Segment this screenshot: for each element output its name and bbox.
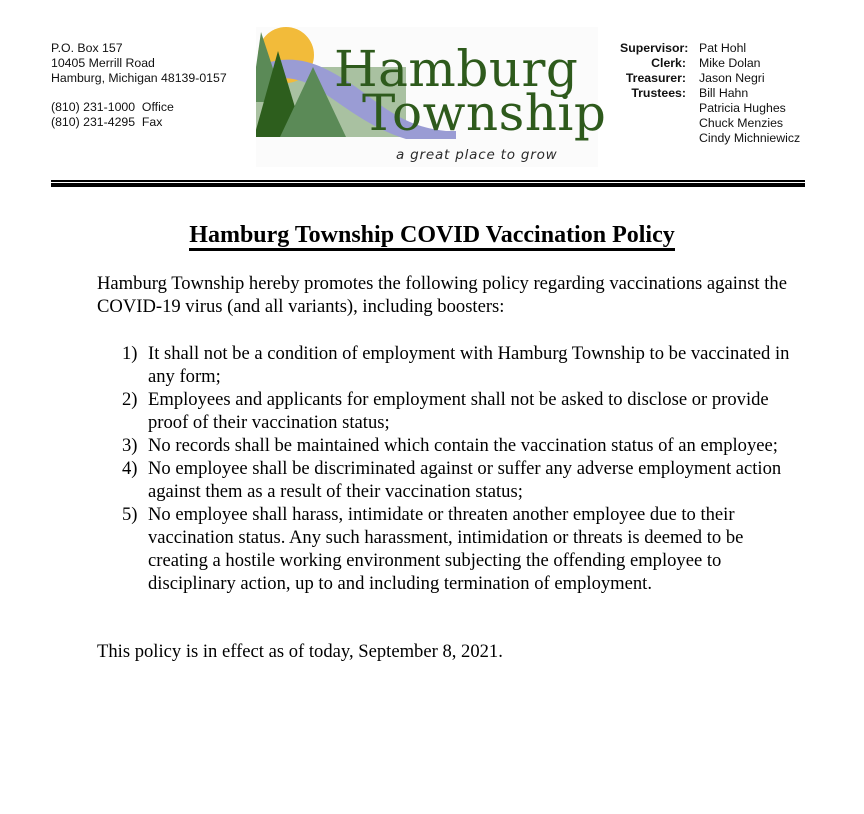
policy-list [122, 342, 802, 595]
official-clerk [620, 56, 800, 71]
official-role: Treasurer: [625, 71, 686, 85]
policy-item-number: 1) [122, 343, 138, 364]
official-trustees [620, 86, 800, 146]
address-line: Hamburg, Michigan 48139-0157 [51, 71, 227, 85]
official-name: Mike Dolan [699, 56, 761, 70]
policy-item-text: No employee shall be discriminated against or suffer any adverse employment action against them as a result of their vaccination status; [148, 458, 782, 502]
official-name: Bill Hahn [699, 86, 749, 100]
logo-word-township: Township [362, 84, 607, 142]
policy-item [122, 342, 802, 388]
township-logo [256, 27, 607, 167]
official-name: Jason Negri [699, 71, 765, 85]
closing-statement: This policy is in effect as of today, September 8, 2021. [97, 641, 503, 662]
logo-word-hamburg: Hamburg [334, 40, 579, 98]
policy-item-number: 3) [122, 435, 138, 456]
official-role: Clerk: [651, 56, 686, 70]
policy-item-text: No records shall be maintained which contain the vaccination status of an employee; [148, 435, 778, 456]
header-divider-thick [51, 183, 805, 187]
policy-item-number: 5) [122, 504, 138, 525]
phone-fax: (810) 231-4295 Fax [51, 115, 163, 129]
policy-item-number: 2) [122, 389, 138, 410]
official-treasurer [620, 71, 800, 86]
official-role: Supervisor: [620, 41, 689, 55]
address-line: 10405 Merrill Road [51, 56, 155, 70]
document-title-text: Hamburg Township COVID Vaccination Policy [189, 222, 674, 251]
address-block [51, 41, 227, 130]
intro-paragraph: Hamburg Township hereby promotes the following policy regarding vaccinations against the COVID-19 virus (and all variants), including boosters: [97, 273, 787, 317]
policy-item [122, 503, 802, 595]
policy-item-text: No employee shall harass, intimidate or threaten another employee due to their vaccination status. Any such harassment, intimidation or threats is deemed to be creating a hostile working environment subjecting the offending employee to disciplinary action, up to and including termination of employment. [148, 504, 744, 594]
header-divider-thin [51, 180, 805, 182]
official-name: Cindy Michniewicz [699, 131, 801, 145]
official-name: Chuck Menzies [699, 116, 784, 130]
policy-item-text: It shall not be a condition of employment with Hamburg Township to be vaccinated in any form; [148, 343, 790, 387]
logo-tagline: a great place to grow [396, 147, 558, 163]
official-role: Trustees: [631, 86, 686, 100]
official-name: Patricia Hughes [699, 101, 786, 115]
document-title [0, 220, 864, 250]
policy-item [122, 457, 802, 503]
policy-item [122, 388, 802, 434]
policy-item-text: Employees and applicants for employment shall not be asked to disclose or provide proof of their vaccination status; [148, 389, 769, 433]
official-supervisor [620, 41, 800, 56]
policy-item-number: 4) [122, 458, 138, 479]
phone-office: (810) 231-1000 Office [51, 100, 174, 114]
address-line: P.O. Box 157 [51, 41, 123, 55]
official-name: Pat Hohl [699, 41, 747, 55]
officials-list [620, 41, 800, 146]
policy-item [122, 434, 802, 457]
